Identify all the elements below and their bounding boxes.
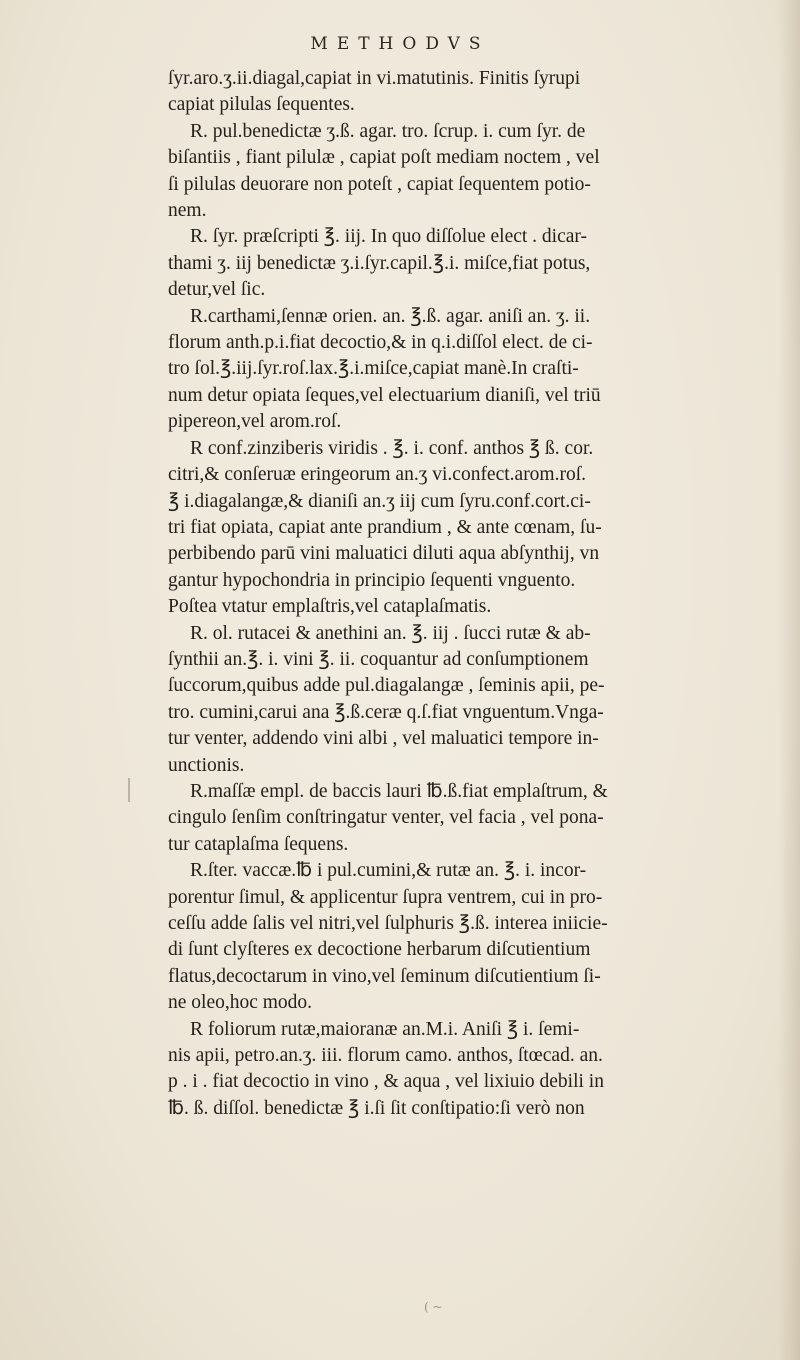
text-line: R.carthami,ſennæ orien. an. ℥.ß. agar. aniſi an. ʒ. ii. [190,305,591,327]
text-line: biſantiis , fiant pilulæ , capiat poſt mediam noctem , vel [168,147,600,169]
text-line: num detur opiata ſeques,vel electuarium dianiſi, vel triū [168,384,601,406]
text-line: flatus,decoctarum in vino,vel ſeminum diſcutientium ſi- [168,965,601,987]
text-line: florum anth.p.i.fiat decoctio,& in q.i.diſſol elect. de ci- [168,332,593,354]
body-text [168,66,768,1122]
text-line: nis apii, petro.an.ʒ. iii. florum camo. anthos, ſtœcad. an. [168,1045,603,1067]
text-line: R.ſter. vaccæ.℔ i pul.cumini,& rutæ an. ℥. i. incor- [190,860,587,882]
bottom-mark: ( ~ [424,1300,443,1314]
text-line: Poſtea vtatur emplaſtris,vel cataplaſmatis. [168,596,492,618]
text-line: unctionis. [168,754,245,776]
text-line: ℥ i.diagalangæ,& dianiſi an.ʒ iij cum ſyru.conf.cort.ci- [168,490,591,512]
text-line: ſyr.aro.ʒ.ii.diagal,capiat in vi.matutinis. Finitis ſyrupi [168,68,581,89]
text-line: ℔. ß. diſſol. benedictæ ℥ i.ſi ſit conſtipatio:ſi verò non [168,1097,585,1119]
text-line: perbibendo parū vini maluatici diluti aqua abſynthij, vn [168,543,600,565]
text-line: citri,& conſeruæ eringeorum an.ʒ vi.confect.arom.roſ. [168,464,587,486]
text-line: ſi pilulas deuorare non poteſt , capiat ſequentem potio- [168,173,591,195]
text-line: tri fiat opiata, capiat ante prandium , & ante cœnam, ſu- [168,516,602,538]
text-line: R. ſyr. præſcripti ℥. iij. In quo diſſolue elect . dicar- [190,226,587,248]
text-line: pipereon,vel arom.roſ. [168,411,342,433]
text-line: ſuccorum,quibus adde pul.diagalangæ , ſeminis apii, pe- [168,675,605,697]
text-line: tur venter, addendo vini albi , vel maluatici tempore in- [168,728,599,750]
text-line: cingulo ſenſim conſtringatur venter, vel facia , vel pona- [168,807,604,829]
text-line: porentur ſimul, & applicentur ſupra ventrem, cui in pro- [168,886,603,908]
text-line: detur,vel ſic. [168,279,266,301]
text-line: tro ſol.℥.iij.ſyr.roſ.lax.℥.i.miſce,capiat manè.In craſti- [168,358,579,380]
text-line: ceſſu adde ſalis vel nitri,vel ſulphuris ℥.ß. interea iniicie- [168,913,608,934]
text-line: R. pul.benedictæ ʒ.ß. agar. tro. ſcrup. i. cum ſyr. de [190,120,586,142]
text-line: tur cataplaſma ſequens. [168,833,349,855]
text-line: p . i . fiat decoctio in vino , & aqua , vel lixiuio debili in [168,1071,604,1093]
text-line: ſynthii an.℥. i. vini ℥. ii. coquantur ad conſumptionem [168,648,589,670]
text-line: di ſunt clyſteres ex decoctione herbarum diſcutientium [168,939,591,961]
page-edge-shadow [778,0,800,1360]
text-line: R. ol. rutacei & anethini an. ℥. iij . ſucci rutæ & ab- [190,622,591,644]
text-line: gantur hypochondria in principio ſequenti vnguento. [168,569,576,591]
text-line: ne oleo,hoc modo. [168,992,313,1014]
text-line: thami ʒ. iij benedictæ ʒ.i.ſyr.capil.℥.i. miſce,fiat potus, [168,252,591,274]
text-line: R conf.zinziberis viridis . ℥. i. conf. anthos ℥ ß. cor. [190,437,594,459]
text-line: nem. [168,200,207,222]
text-line: R.maſſæ empl. de baccis lauri ℔.ß.fiat emplaſtrum, & [190,780,608,802]
running-head: METHODVS [310,34,490,54]
text-line: R foliorum rutæ,maioranæ an.M.i. Aniſi ℥ i. ſemi- [190,1018,580,1040]
margin-mark [128,778,130,802]
text-line: tro. cumini,carui ana ℥.ß.ceræ q.ſ.fiat vnguentum.Vnga- [168,701,604,723]
text-line: capiat pilulas ſequentes. [168,94,355,116]
